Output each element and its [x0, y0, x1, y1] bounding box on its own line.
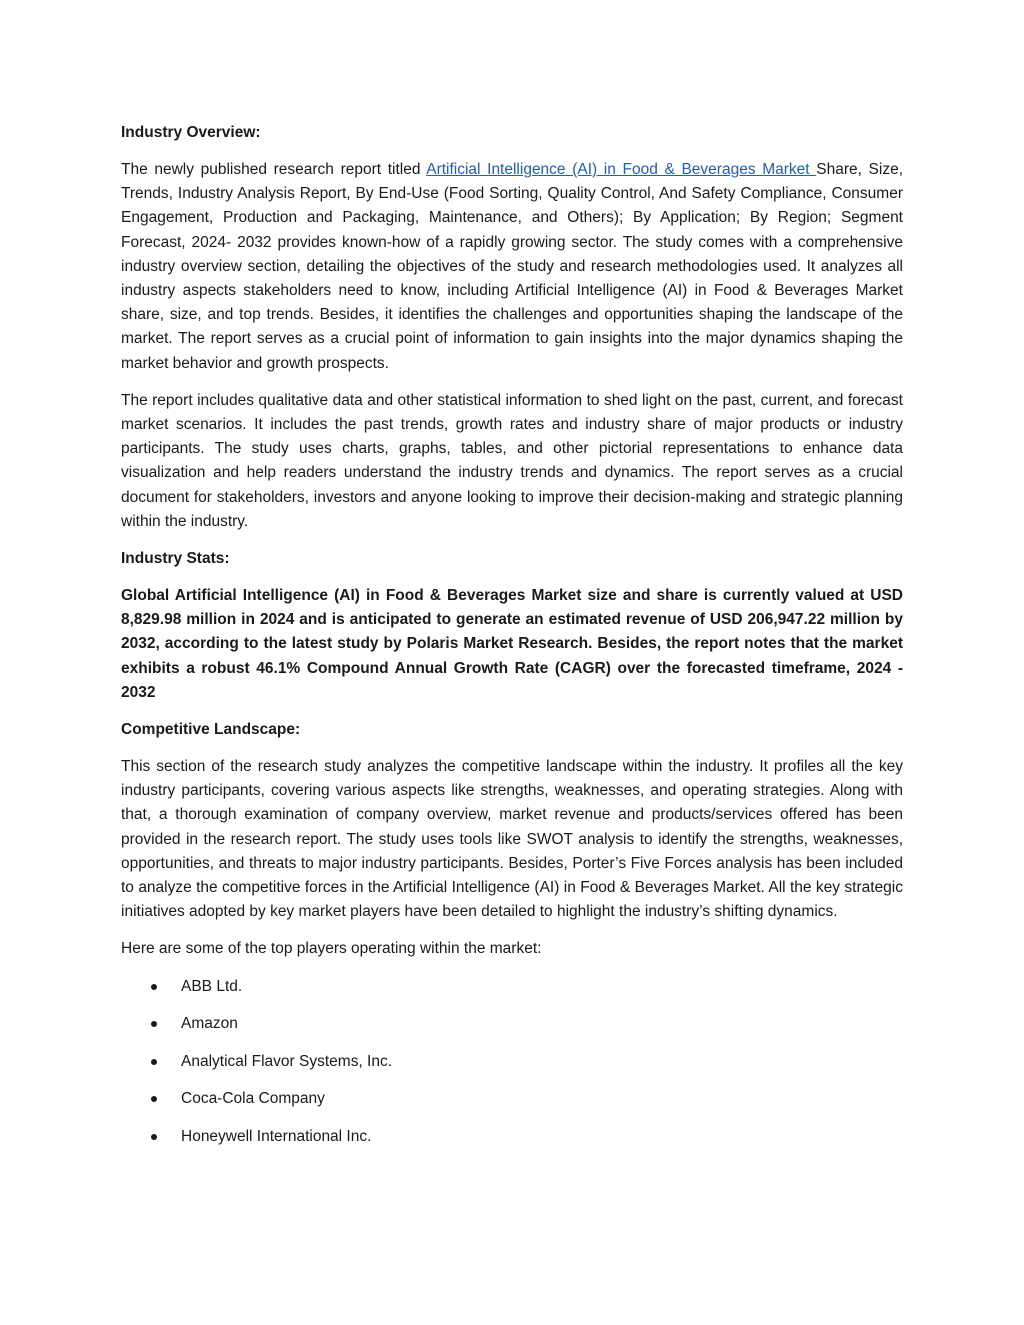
bullet-icon [151, 1059, 157, 1065]
industry-overview-heading: Industry Overview: [121, 124, 261, 141]
list-item [121, 1087, 903, 1111]
industry-stats-paragraph: Global Artificial Intelligence (AI) in Food & Beverages Market size and share is currently valued at USD 8,829.98 million in 2024 and is anticipated to generate an estimated revenue of USD 206,947.22 million by 2032, according to the latest study by Polaris Market Research. Besides, the report notes that the market exhibits a robust 46.1% Compound Annual Growth Rate (CAGR) over the forecasted timeframe, 2024 - 2032 [121, 587, 903, 701]
competitive-landscape-paragraph: This section of the research study analyzes the competitive landscape within the industry. It profiles all the key industry participants, covering various aspects like strengths, weaknesses, and operating strategies. Along with that, a thorough examination of company overview, market revenue and products/services offered has been provided in the research report. The study uses tools like SWOT analysis to identify the strengths, weaknesses, opportunities, and threats to major industry participants. Besides, Porter’s Five Forces analysis has been included to analyze the competitive forces in the Artificial Intelligence (AI) in Food & Beverages Market. All the key strategic initiatives adopted by key market players have been detailed to highlight the industry’s shifting dynamics. [121, 758, 903, 921]
overview-paragraph-2: The report includes qualitative data and other statistical information to shed light on the past, current, and forecast market scenarios. It includes the past trends, growth rates and industry share of major products or industry participants. The study uses charts, graphs, tables, and other pictorial representations to enhance data visualization and help readers understand the industry trends and dynamics. The report serves as a crucial document for stakeholders, investors and anyone looking to improve their decision-making and strategic planning within the industry. [121, 391, 903, 530]
report-title-link[interactable]: Artificial Intelligence (AI) in Food & Beverages Market [426, 161, 817, 178]
player-name: Amazon [181, 1015, 238, 1033]
overview-intro-text: The newly published research report titled [121, 161, 427, 178]
player-name: Coca-Cola Company [181, 1090, 325, 1108]
competitive-landscape-heading: Competitive Landscape: [121, 721, 301, 739]
list-item [121, 1012, 903, 1036]
industry-stats-heading: Industry Stats: [121, 550, 230, 568]
list-item [121, 1050, 903, 1074]
player-name: ABB Ltd. [181, 977, 243, 995]
player-name: Analytical Flavor Systems, Inc. [181, 1052, 393, 1070]
bullet-icon [151, 984, 157, 990]
list-item [121, 975, 903, 999]
players-intro: Here are some of the top players operating within the market: [121, 940, 542, 958]
bullet-icon [151, 1021, 157, 1027]
document-page [121, 121, 903, 1163]
list-item [121, 1125, 903, 1149]
bullet-icon [151, 1096, 157, 1102]
overview-body-text: Share, Size, Trends, Industry Analysis Report, By End-Use (Food Sorting, Quality Control, And Safety Compliance, Consumer Engagement, Production and Packaging, Maintenance, and Others); By Application; By Region; Segment Forecast, 2024- 2032 provides known-how of a rapidly growing sector. The study comes with a comprehensive industry overview section, detailing the objectives of the study and research methodologies used. It analyzes all industry aspects stakeholders need to know, including Artificial Intelligence (AI) in Food & Beverages Market share, size, and top trends. Besides, it identifies the challenges and opportunities shaping the landscape of the market. The report serves as a crucial point of information to gain insights into the major dynamics shaping the market behavior and growth prospects. [121, 161, 904, 372]
player-name: Honeywell International Inc. [181, 1128, 372, 1146]
top-players-list [121, 975, 903, 1149]
bullet-icon [151, 1134, 157, 1140]
overview-paragraph-1 [121, 158, 903, 376]
